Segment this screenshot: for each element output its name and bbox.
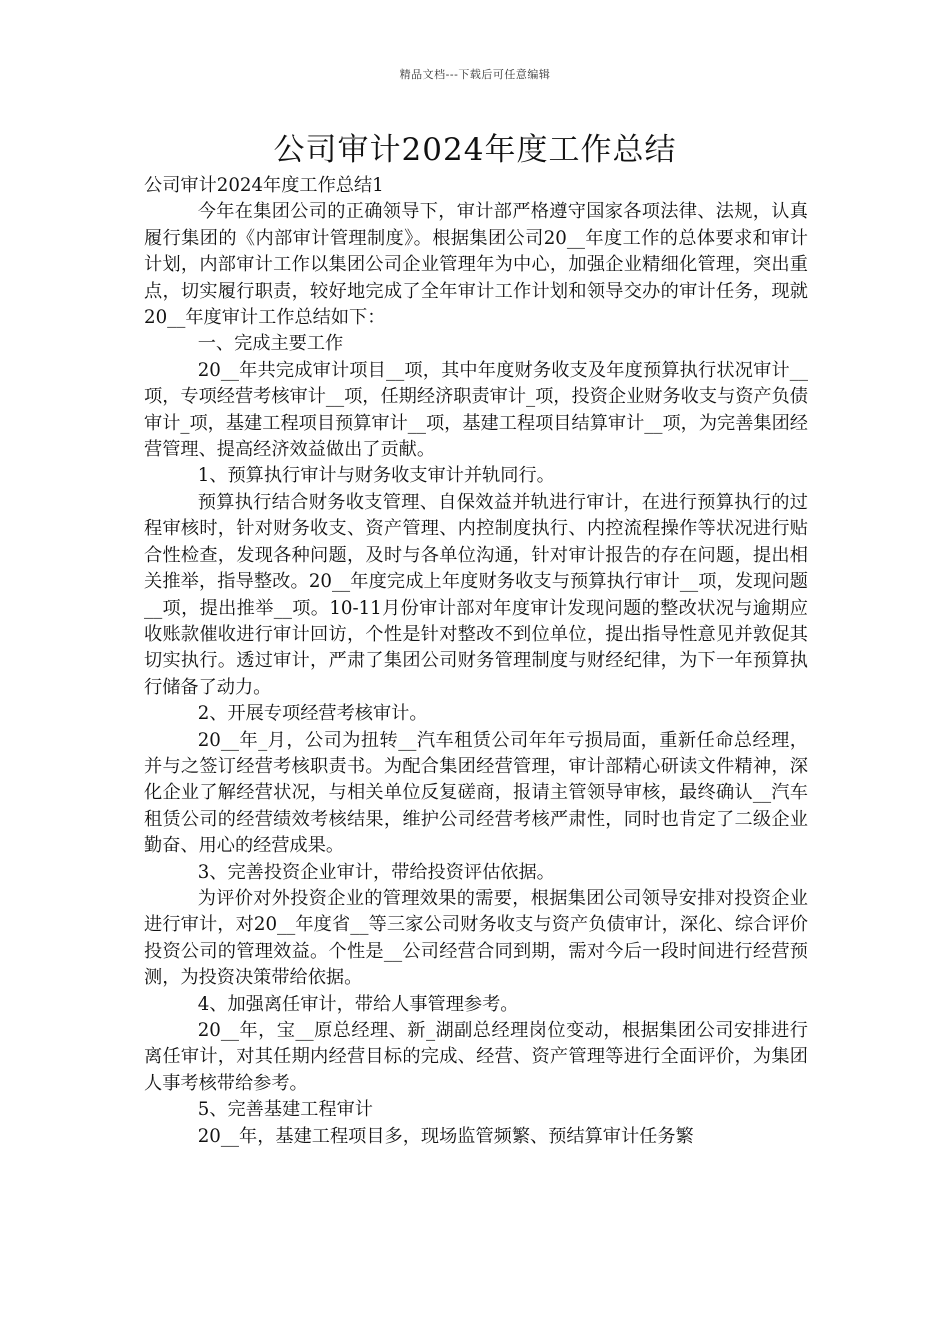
paragraph-budget-audit: 预算执行结合财务收支管理、自保效益并轨进行审计，在进行预算执行的过程审核时，针对财务收支、资产管理、内控制度执行、内控流程操作等状况进行贴合性检查，发现各种问题，及时与各单位沟通，针对审计报告的存在问题，提出相关推举，指导整改。20__年度完成上年度财务收支与预算执行审计__项，发现问题__项，提出推举__项。10-11月份审计部对年度审计发现问题的整改状况与逾期应收账款催收进行审计回访，个性是针对整改不到位单位，提出指导性意见并敦促其切实执行。透过审计，严肃了集团公司财务管理制度与财经纪律，为下一年预算执行储备了动力。 [144, 491, 808, 698]
document-title: 公司审计2024年度工作总结 [273, 132, 677, 168]
paragraph-construction-audit: 20__年，基建工程项目多，现场监管频繁、预结算审计任务繁 [197, 1125, 694, 1147]
subheading-special-audit: 2、开展专项经营考核审计。 [197, 703, 428, 725]
subheading-budget-audit: 1、预算执行审计与财务收支审计并轨同行。 [197, 465, 555, 487]
paragraph-departure-audit: 20__年，宝__原总经理、新_湖副总经理岗位变动，根据集团公司安排进行离任审计，对其任期内经营目标的完成、经营、资产管理等进行全面评价，为集团人事考核带给参考。 [144, 1020, 808, 1094]
page-header: 精品文档---下载后可任意编辑 [399, 68, 551, 81]
document-subtitle: 公司审计2024年度工作总结1 [144, 175, 384, 196]
paragraph-investment-audit: 为评价对外投资企业的管理效果的需要，根据集团公司领导安排对投资企业进行审计，对20__年度省__等三家公司财务收支与资产负债审计，深化、综合评价投资公司的管理效益。个性是__公司经营合同到期，需对今后一段时间进行经营预测，为投资决策带给依据。 [144, 887, 808, 989]
subheading-investment-audit: 3、完善投资企业审计，带给投资评估依据。 [197, 861, 555, 883]
paragraph-intro: 今年在集团公司的正确领导下，审计部严格遵守国家各项法律、法规，认真履行集团的《内部审计管理制度》。根据集团公司20__年度工作的总体要求和审计计划，内部审计工作以集团公司企业管理年为中心，加强企业精细化管理，突出重点，切实履行职责，较好地完成了全年审计工作计划和领导交办的审计任务，现就20__年度审计工作总结如下： [144, 201, 808, 329]
subheading-departure-audit: 4、加强离任审计，带给人事管理参考。 [197, 993, 519, 1015]
subheading-construction-audit: 5、完善基建工程审计 [197, 1099, 373, 1121]
section-heading-main-work: 一、完成主要工作 [197, 333, 344, 355]
paragraph-main-work: 20__年共完成审计项目__项，其中年度财务收支及年度预算执行状况审计__项，专项经营考核审计__项，任期经济职责审计_项，投资企业财务收支与资产负债审计_项，基建工程项目预算审计__项，基建工程项目结算审计__项，为完善集团经营管理、提高经济效益做出了贡献。 [144, 359, 808, 461]
paragraph-special-audit: 20__年_月，公司为扭转__汽车租赁公司年年亏损局面，重新任命总经理，并与之签订经营考核职责书。为配合集团经营管理，审计部精心研读文件精神，深化企业了解经营状况，与相关单位反复磋商，报请主管领导审核，最终确认__汽车租赁公司的经营绩效考核结果，维护公司经营考核严肃性，同时也肯定了二级企业勤奋、用心的经营成果。 [144, 729, 808, 857]
document-body [144, 173, 808, 1150]
